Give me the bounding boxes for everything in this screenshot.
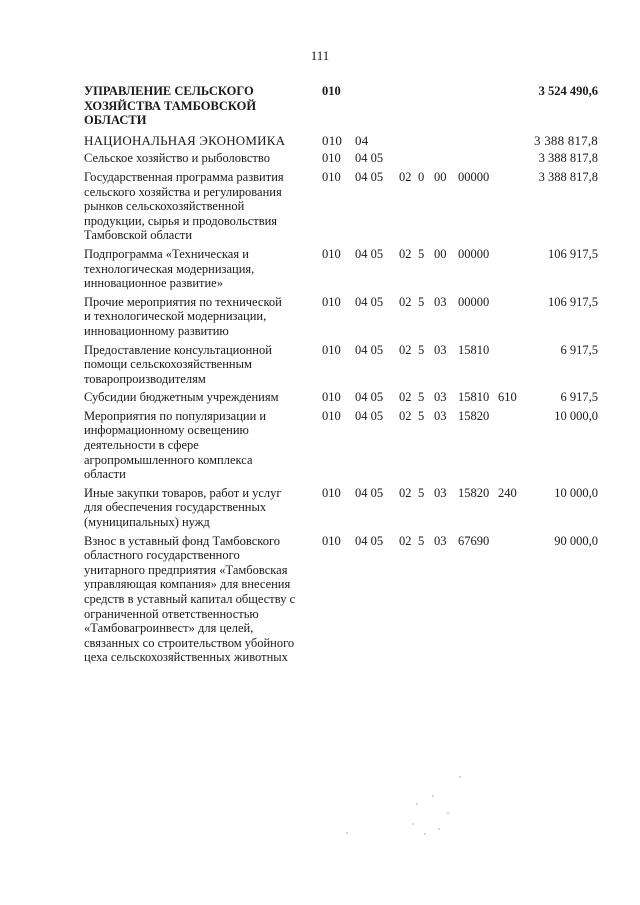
row-event: 03 (434, 533, 447, 548)
row-name: Государственная программа развития сельского хозяйства и регулирования рынков сельскохозяйственной продукции, сырья и продовольствия Тамбовской области (84, 169, 284, 243)
row-subprogram: 5 (418, 294, 425, 309)
row-name: Предоставление консультационной помощи сельскохозяйственным товаропроизводителям (84, 342, 272, 386)
row-subprogram: 0 (418, 169, 425, 184)
row-name: Сельское хозяйство и рыболовство (84, 151, 270, 166)
row-sum: 106 917,5 (548, 294, 598, 309)
row-grbs: 010 (322, 485, 341, 500)
row-grbs: 010 (322, 84, 341, 98)
row-grbs: 010 (322, 132, 343, 148)
row-event: 00 (434, 169, 447, 184)
row-sum: 3 388 817,8 (534, 132, 598, 148)
row-subprogram: 5 (418, 485, 425, 500)
row-name: Прочие мероприятия по технической и технологической модернизации, инновационному развитию (84, 294, 282, 338)
row-direction: 67690 (458, 533, 490, 548)
table-row (84, 390, 604, 405)
row-event: 03 (434, 390, 447, 405)
table-row (84, 151, 604, 166)
table-row (84, 134, 604, 149)
row-program: 02 (399, 169, 412, 184)
row-section: 04 05 (355, 533, 384, 548)
row-direction: 00000 (458, 246, 490, 261)
table-row (84, 170, 604, 243)
row-event: 03 (434, 294, 447, 309)
row-section: 04 05 (355, 390, 384, 405)
row-expense-type: 240 (498, 485, 517, 500)
row-program: 02 (399, 342, 412, 357)
row-subprogram: 5 (418, 246, 425, 261)
table-row (84, 409, 604, 482)
row-direction: 15820 (458, 408, 490, 423)
row-section: 04 05 (355, 294, 384, 309)
row-subprogram: 5 (418, 533, 425, 548)
page-number: 111 (310, 48, 330, 63)
row-grbs: 010 (322, 169, 341, 184)
row-program: 02 (399, 246, 412, 261)
row-name: УПРАВЛЕНИЕ СЕЛЬСКОГО ХОЗЯЙСТВА ТАМБОВСКОЙ ОБЛАСТИ (84, 84, 257, 128)
row-program: 02 (399, 485, 412, 500)
row-section: 04 05 (355, 246, 384, 261)
row-sum: 3 388 817,8 (538, 169, 598, 184)
row-expense-type: 610 (498, 390, 517, 405)
row-section: 04 05 (355, 485, 384, 500)
row-name: Иные закупки товаров, работ и услуг для обеспечения государственных (муниципальных) нужд (84, 485, 282, 530)
row-event: 03 (434, 342, 447, 357)
row-name: НАЦИОНАЛЬНАЯ ЭКОНОМИКА (84, 132, 286, 148)
row-direction: 15820 (458, 485, 490, 500)
table-row (84, 247, 604, 291)
row-program: 02 (399, 533, 412, 548)
table-row (84, 534, 604, 665)
row-direction: 00000 (458, 169, 490, 184)
row-name: Взнос в уставный фонд Тамбовского областного государственного унитарного предприятия «Тамбовская управляющая компания» для внесения средств в уставный капитал обществу с ограниченной ответственностью «Тамбовагроинвест» для целей, связанных со строительством убойного цеха сельскохозяйственных животных (84, 533, 296, 665)
budget-table (84, 84, 604, 665)
row-direction: 15810 (458, 342, 490, 357)
row-sum: 6 917,5 (560, 342, 598, 357)
table-row (84, 486, 604, 530)
row-name: Мероприятия по популяризации и информационному освещению деятельности в сфере агропромышленного комплекса области (84, 408, 267, 482)
row-section: 04 05 (355, 408, 384, 423)
row-sum: 6 917,5 (560, 390, 598, 405)
table-row (84, 84, 604, 128)
row-grbs: 010 (322, 151, 341, 166)
row-event: 00 (434, 246, 447, 261)
table-row (84, 343, 604, 387)
row-section: 04 05 (355, 342, 384, 357)
row-section: 04 05 (355, 169, 384, 184)
row-grbs: 010 (322, 246, 341, 261)
row-subprogram: 5 (418, 408, 425, 423)
row-program: 02 (399, 390, 412, 405)
row-event: 03 (434, 408, 447, 423)
row-subprogram: 5 (418, 390, 425, 405)
row-sum: 3 388 817,8 (538, 151, 598, 166)
row-grbs: 010 (322, 294, 341, 309)
row-name: Подпрограмма «Техническая и технологическая модернизация, инновационное развитие» (84, 246, 255, 291)
row-grbs: 010 (322, 342, 341, 357)
row-sum: 3 524 490,6 (538, 84, 598, 98)
row-direction: 00000 (458, 294, 490, 309)
row-grbs: 010 (322, 390, 341, 405)
row-sum: 10 000,0 (554, 408, 598, 423)
row-section: 04 (355, 132, 369, 148)
row-subprogram: 5 (418, 342, 425, 357)
row-direction: 15810 (458, 390, 490, 405)
row-program: 02 (399, 294, 412, 309)
row-grbs: 010 (322, 533, 341, 548)
row-sum: 10 000,0 (554, 485, 598, 500)
row-event: 03 (434, 485, 447, 500)
row-name: Субсидии бюджетным учреждениям (84, 390, 279, 405)
row-section: 04 05 (355, 151, 384, 166)
row-sum: 90 000,0 (554, 533, 598, 548)
row-program: 02 (399, 408, 412, 423)
row-sum: 106 917,5 (548, 246, 598, 261)
table-row (84, 295, 604, 339)
row-grbs: 010 (322, 408, 341, 423)
